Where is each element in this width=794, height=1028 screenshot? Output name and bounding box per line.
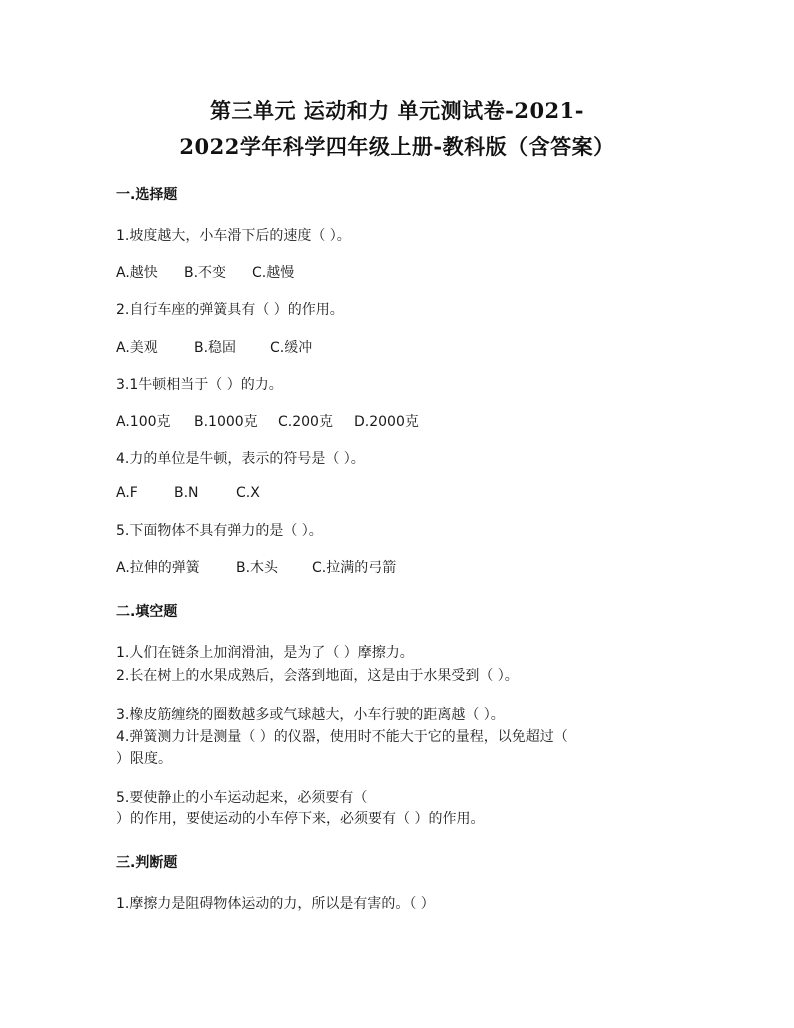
question-text: 2.自行车座的弹簧具有（ ）的作用。	[116, 302, 344, 318]
judge-line: 1.摩擦力是阻碍物体运动的力，所以是有害的。（ ）	[116, 896, 435, 912]
option: C.200克	[278, 414, 333, 430]
option: C.越慢	[252, 265, 295, 281]
option: C.缓冲	[270, 340, 313, 356]
question-options	[116, 557, 396, 577]
option: C.X	[236, 485, 260, 501]
question-options	[116, 262, 294, 282]
question-options	[116, 337, 312, 357]
document-title-line-1: 第三单元 运动和力 单元测试卷-2021-	[210, 98, 584, 123]
option: B.稳固	[194, 340, 237, 356]
option: A.F	[116, 485, 138, 501]
option: D.2000克	[354, 414, 419, 430]
option: B.1000克	[194, 414, 258, 430]
fill-line: 4.弹簧测力计是测量（ ）的仪器，使用时不能大于它的量程，以免超过（	[116, 729, 568, 745]
option: B.木头	[236, 560, 279, 576]
fill-line: 1.人们在链条上加润滑油，是为了（ ）摩擦力。	[116, 645, 414, 661]
option: C.拉满的弓箭	[312, 560, 397, 576]
fill-line: 2.长在树上的水果成熟后，会落到地面，这是由于水果受到（ ）。	[116, 668, 519, 684]
fill-line: ）的作用，要使运动的小车停下来，必须要有（ ）的作用。	[116, 811, 485, 827]
option: A.美观	[116, 340, 158, 356]
option: B.N	[174, 485, 199, 501]
question-text: 3.1牛顿相当于（ ）的力。	[116, 377, 283, 393]
option: A.100克	[116, 414, 171, 430]
fill-line: 5.要使静止的小车运动起来，必须要有（	[116, 790, 368, 806]
section-heading-fill: 二.填空题	[116, 604, 178, 620]
question-options	[116, 485, 260, 501]
section-heading-judge: 三.判断题	[116, 855, 178, 871]
document-title-line-2: 2022学年科学四年级上册-教科版（含答案）	[179, 134, 615, 159]
option: A.越快	[116, 265, 158, 281]
section-heading-choice: 一.选择题	[116, 187, 178, 203]
option: B.不变	[184, 265, 227, 281]
question-text: 5.下面物体不具有弹力的是（ ）。	[116, 523, 323, 539]
fill-line: 3.橡皮筋缠绕的圈数越多或气球越大，小车行驶的距离越（ ）。	[116, 707, 505, 723]
option: A.拉伸的弹簧	[116, 560, 200, 576]
question-text: 1.坡度越大，小车滑下后的速度（ ）。	[116, 228, 351, 244]
fill-line: ）限度。	[116, 751, 172, 767]
question-options	[116, 411, 419, 431]
question-text: 4.力的单位是牛顿，表示的符号是（ ）。	[116, 451, 365, 467]
